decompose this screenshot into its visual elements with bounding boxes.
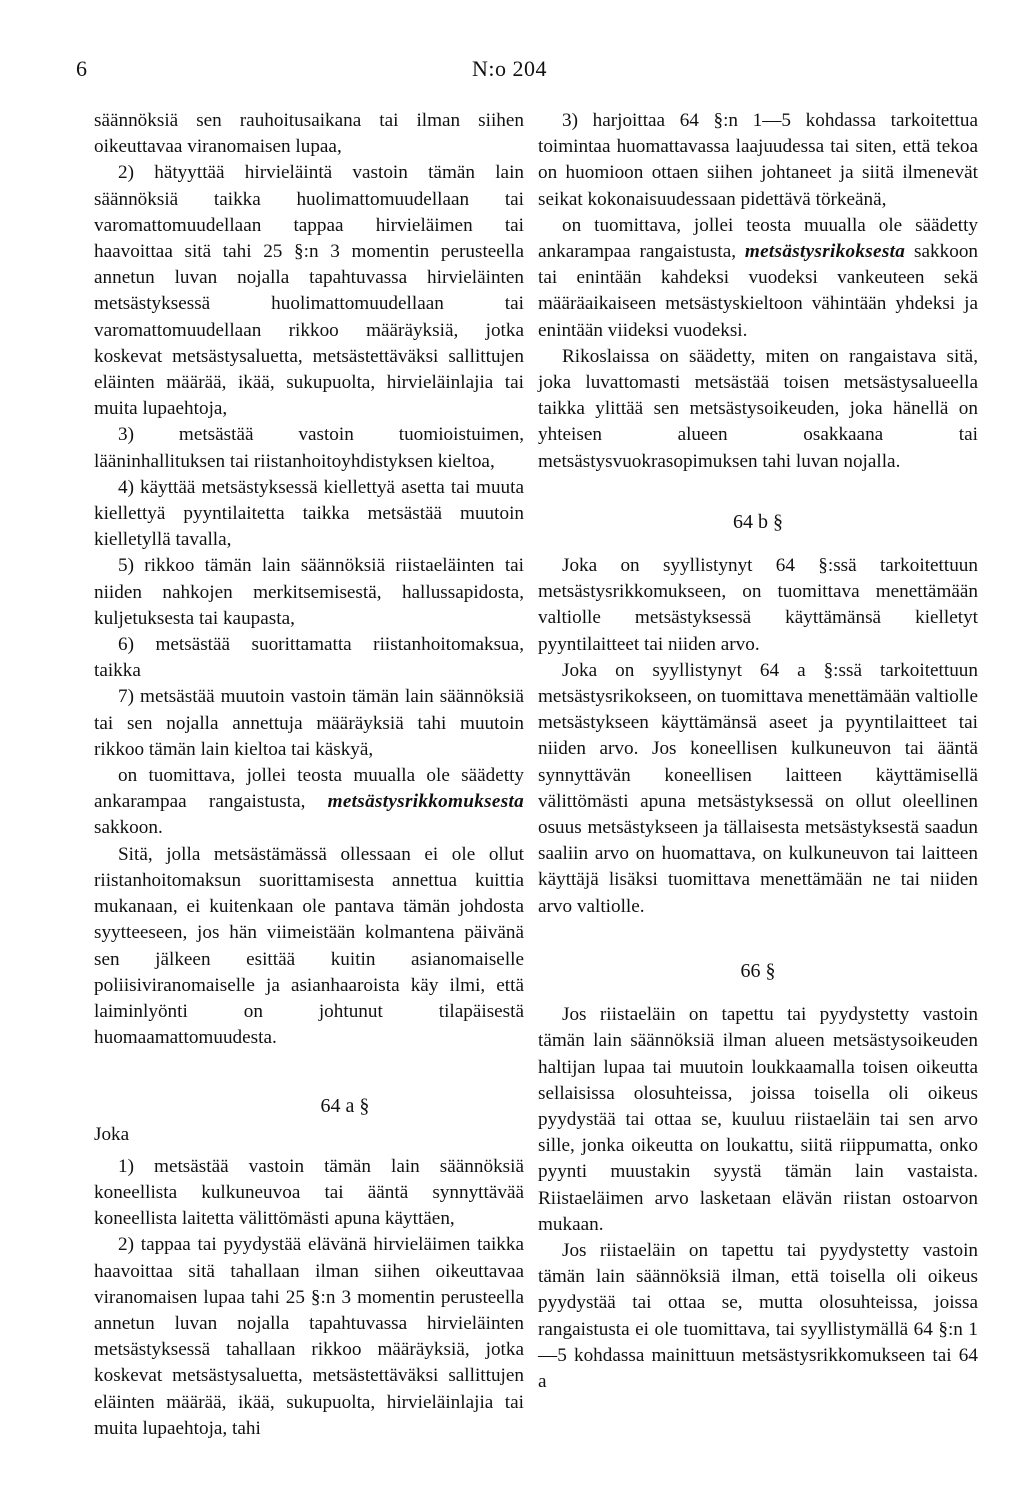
penalty-text-end: sakkoon. <box>94 817 163 839</box>
document-number: N:o 204 <box>472 56 547 81</box>
list-item: 2) tappaa tai pyydystää elävänä hirvieläimen taikka haavoittaa sitä tahallaan ilman siihen oikeuttavaa viranomaisen lupaa tahi 25 §:n 3 momentin perusteella annetun luvan nojalla tapahtuvassa hirvieläinten metsästyksessä tahallaan rikkoo määräyksiä, jotka koskevat metsästysaluetta, metsästettäväksi sallittujen eläinten määrää, ikää, sukupuolta, hirvieläinlajia tai muita lupaehtoja, tahi <box>94 1234 524 1439</box>
penalty-text: on tuomittava, jollei teosta muualla ole säädetty ankarampaa rangaistusta, <box>94 765 524 813</box>
section-heading-64b: 64 b § <box>733 510 783 533</box>
paragraph: Joka on syyllistynyt 64 §:ssä tarkoitettuun metsästysrikkomukseen, on tuomittava menettämään valtiolle metsästyksessä käyttämänsä kielletyt pyyntilaitteet tai niiden arvo. <box>538 555 978 655</box>
penalty-paragraph <box>94 763 524 842</box>
penalty-text-end: sakkoon tai enintään kahdeksi vuodeksi vankeuteen sekä määräaikaiseen metsästyskieltoon vähintään yhdeksi ja enintään viideksi vuodeksi. <box>538 241 979 341</box>
paragraph: Sitä, jolla metsästämässä ollessaan ei ole ollut riistanhoitomaksun suorittamisesta annettua kuittia mukanaan, ei kuitenkaan ole pantava tämän johdosta syytteeseen, jos hän viimeistään kolmantena päivänä sen jälkeen esittää kuitin asianomaiselle poliisiviranomaiselle ja asianhaaroista käy ilmi, että laiminlyönti on johtunut tilapäisestä huomaamattomuudesta. <box>94 843 524 1049</box>
penalty-text: on tuomittava, jollei teosta muualla ole säädetty ankarampaa rangaistusta, <box>538 214 978 263</box>
penalty-paragraph <box>538 213 978 344</box>
list-item: 6) metsästää suorittamatta riistanhoitomaksua, taikka <box>94 634 524 682</box>
paragraph: Joka on syyllistynyt 64 a §:ssä tarkoitettuun metsästysrikokseen, on tuomittava menettämään valtiolle metsästykseen käyttämänsä aseet ja pyyntilaitteet tai niiden arvo. Jos koneellisen kulkuneuvon tai ääntä synnyttävän koneellisen laitteen käyttämisellä välittömästi apuna metsästyksessä on ollut oleellinen osuus metsästykseen ja tällaisesta metsästyksestä saadun saaliin arvo on huomattava, on kulkuneuvon tai laitteen käyttäjä lisäksi tuomittava menettämään ne tai niiden arvo valtiolle. <box>538 659 978 917</box>
paragraph: Jos riistaeläin on tapettu tai pyydystetty vastoin tämän lain säännöksiä ilman alueen metsästysoikeuden haltijan lupaa tai muutoin loukkaamalla toisen oikeutta sellaisissa olosuhteissa, joissa toisella oli oikeus pyydystää tai ottaa se, kuuluu riistaeläin tai sen arvo sille, jonka oikeutta on loukattu, siitä riippumatta, onko pyynti muustakin syystä tämän lain vastaista. Riistaeläimen arvo lasketaan elävän riistan ostoarvon mukaan. <box>538 1004 978 1235</box>
list-item: 4) käyttää metsästyksessä kiellettyä asetta tai muuta kiellettyä pyyntilaitetta taikka metsästää muutoin kielletyllä tavalla, <box>94 476 524 551</box>
list-item: 5) rikkoo tämän lain säännöksiä riistaeläinten tai niiden nahkojen merkitsemisestä, hallussapidosta, kuljetuksesta tai kaupasta, <box>94 555 524 629</box>
paragraph-lead: Joka <box>94 1123 130 1145</box>
page-number: 6 <box>76 56 87 81</box>
right-column <box>538 108 978 1395</box>
list-item: 1) metsästää vastoin tämän lain säännöksiä koneellista kulkuneuvoa tai ääntä synnyttävää koneellista laitetta välittömästi apuna käyttäen, <box>94 1155 524 1230</box>
offence-term: metsästysrikkomuksesta <box>327 791 524 813</box>
paragraph: Jos riistaeläin on tapettu tai pyydystetty vastoin tämän lain säännöksiä ilman, että toisella oli oikeus pyydystää tai ottaa se, mutta olosuhteissa, joissa rangaistusta ei ole tuomittava, tai syyllistymällä 64 §:n 1—5 kohdassa mainittuun metsästysrikkomukseen tai 64 a <box>538 1239 978 1392</box>
section-heading-66: 66 § <box>740 959 776 982</box>
page-header <box>0 56 1024 86</box>
list-item: 3) harjoittaa 64 §:n 1—5 kohdassa tarkoitettua toimintaa huomattavassa laajuudessa tai siten, että tekoa on huomioon ottaen siihen johtaneet ja siitä ilmenevät seikat kokonaisuudessaan pidettävä törkeänä, <box>538 110 978 210</box>
paragraph: säännöksiä sen rauhoitusaikana tai ilman siihen oikeuttavaa viranomaisen lupaa, <box>94 110 524 158</box>
paragraph: Rikoslaissa on säädetty, miten on rangaistava sitä, joka luvattomasti metsästää toisen metsästysalueella taikka ylittää sen metsästysoikeuden, joka hänellä on yhteisen alueen osakkaana tai metsästysvuokrasopimuksen tahi luvan nojalla. <box>538 345 978 472</box>
list-item: 7) metsästää muutoin vastoin tämän lain säännöksiä tai sen nojalla annettuja määräyksiä tahi muutoin rikkoo tämän lain kieltoa tai käskyä, <box>94 686 524 760</box>
list-item: 2) hätyyttää hirvieläintä vastoin tämän lain säännöksiä taikka huolimattomuudellaan tai varomattomuudellaan tappaa hirvieläimen tai haavoittaa sitä tahi 25 §:n 3 momentin perusteella annetun luvan nojalla tapahtuvassa hirvieläinten metsästyksessä huolimattomuudellaan tai varomattomuudellaan rikkoo määräyksiä, jotka koskevat metsästysaluetta, metsästettäväksi sallittujen eläinten määrää, ikää, sukupuolta, hirvieläinlajia tai muita lupaehtoja, <box>94 162 524 420</box>
left-column <box>94 108 524 1442</box>
section-heading-64a: 64 a § <box>320 1095 370 1118</box>
list-item: 3) metsästää vastoin tuomioistuimen, lääninhallituksen tai riistanhoitoyhdistyksen kieltoa, <box>94 424 524 472</box>
offence-term: metsästysrikoksesta <box>744 241 906 263</box>
